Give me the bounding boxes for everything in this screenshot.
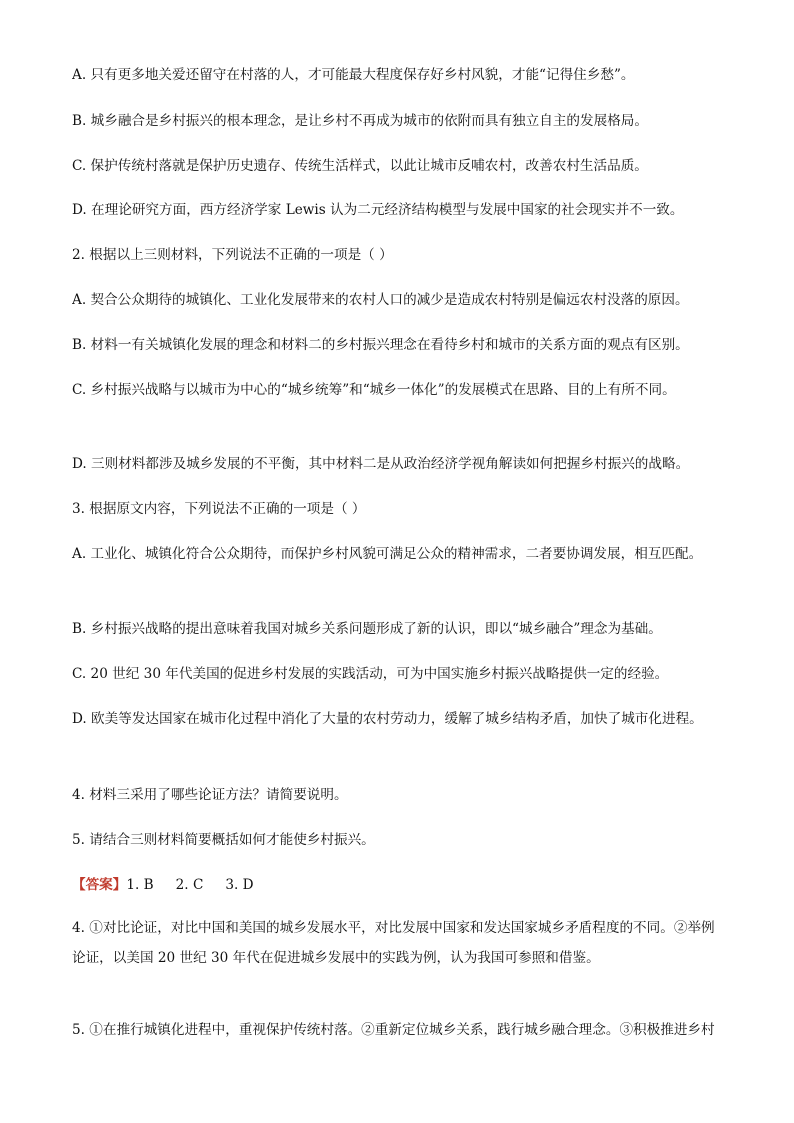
option-line: C. 20 世纪 30 年代美国的促进乡村发展的实践活动，可为中国实施乡村振兴战略提供一定的经验。 — [72, 666, 669, 682]
option-line: D. 欧美等发达国家在城市化过程中消化了大量的农村劳动力，缓解了城乡结构矛盾，加快了城市化进程。 — [72, 711, 703, 727]
option-line: A. 只有更多地关爱还留守在村落的人，才可能最大程度保存好乡村风貌，才能“记得住乡愁”。 — [72, 67, 635, 83]
answer-3: 3. D — [225, 877, 254, 893]
option-line: A. 契合公众期待的城镇化、工业化发展带来的农村人口的减少是造成农村特别是偏远农村没落的原因。 — [72, 292, 689, 308]
answer-line — [72, 876, 727, 894]
option-line: B. 材料一有关城镇化发展的理念和材料二的乡村振兴理念在看待乡村和城市的关系方面的观点有区别。 — [72, 337, 689, 353]
question-line: 4. 材料三采用了哪些论证方法？请简要说明。 — [72, 787, 348, 803]
question-line: 3. 根据原文内容，下列说法不正确的一项是（ ） — [72, 501, 366, 517]
answer-5: 5. ①在推行城镇化进程中，重视保护传统村落。②重新定位城乡关系，践行城乡融合理念。③积极推进乡村 — [72, 1022, 715, 1038]
answer-4: 4. ①对比论证，对比中国和美国的城乡发展水平，对比发展中国家和发达国家城乡矛盾程度的不同。②举例论证，以美国 20 世纪 30 年代在促进城乡发展中的实践为例，认为我国可参照和借鉴。 — [72, 920, 715, 966]
question-line: 5. 请结合三则材料简要概括如何才能使乡村振兴。 — [72, 832, 375, 848]
option-line: A. 工业化、城镇化符合公众期待，而保护乡村风貌可满足公众的精神需求，二者要协调发展，相互匹配。 — [72, 546, 703, 562]
option-line: C. 保护传统村落就是保护历史遗存、传统生活样式，以此让城市反哺农村，改善农村生活品质。 — [72, 158, 648, 174]
option-line: B. 城乡融合是乡村振兴的根本理念，是让乡村不再成为城市的依附而具有独立自主的发展格局。 — [72, 113, 648, 129]
option-line: B. 乡村振兴战略的提出意味着我国对城乡关系问题形成了新的认识，即以“城乡融合”理念为基础。 — [72, 621, 662, 637]
answer-2: 2. C — [175, 877, 204, 893]
question-line: 2. 根据以上三则材料，下列说法不正确的一项是（ ） — [72, 247, 393, 263]
option-line: D. 在理论研究方面，西方经济学家 Lewis 认为二元经济结构模型与发展中国家的社会现实并不一致。 — [72, 202, 684, 218]
option-line: C. 乡村振兴战略与以城市为中心的“城乡统筹”和“城乡一体化”的发展模式在思路、目的上有所不同。 — [72, 382, 676, 398]
answer-tag: 【答案】 — [72, 877, 127, 893]
answer-1: 1. B — [126, 877, 154, 893]
option-line: D. 三则材料都涉及城乡发展的不平衡，其中材料二是从政治经济学视角解读如何把握乡村振兴的战略。 — [72, 456, 690, 472]
